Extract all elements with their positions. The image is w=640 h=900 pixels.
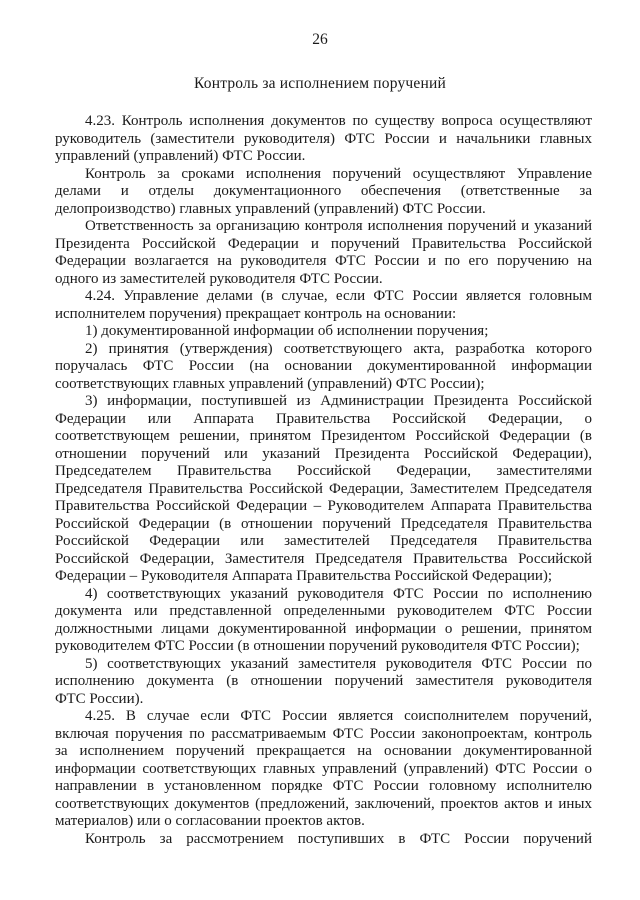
text-line: направлении в установленном порядке ФТС России головному исполнителю: [55, 778, 592, 794]
paragraph: [55, 341, 592, 394]
text-line: 4.23. Контроль исполнения документов по существу вопроса осуществляют: [85, 113, 592, 129]
text-line: Правительства Российской Федерации – Руководителем Аппарата Правительства: [55, 498, 592, 514]
text-line: информации соответствующих главных управлений (управлений) ФТС России о: [55, 760, 592, 777]
text-line: 4) соответствующих указаний руководителя ФТС России по исполнению: [85, 585, 592, 602]
text-line: Российской Федерации (в отношении поручений Председателя Правительства: [55, 515, 592, 532]
paragraph: [55, 113, 592, 166]
text-line: 1) документированной информации об исполнении поручения;: [85, 323, 489, 339]
text-line: Федерации возлагается на руководителя ФТС России и по его поручению на: [55, 253, 592, 269]
text-line: Российской Федерации или заместителей Председателя Правительства: [55, 533, 592, 549]
paragraph: [55, 831, 592, 849]
text-line: включая поручения по рассматриваемым ФТС России законопроектам, контроль: [55, 725, 592, 742]
page-number: 26: [312, 31, 328, 48]
text-line: Президента Российской Федерации и поручений Правительства Российской: [55, 235, 592, 252]
paragraph: [55, 586, 592, 656]
text-line: делопроизводство) главных управлений (управлений) ФТС России.: [55, 200, 486, 217]
document-body: [55, 113, 592, 848]
text-line: ФТС России).: [55, 690, 144, 707]
text-line: Контроль за сроками исполнения поручений осуществляют Управление: [85, 165, 592, 182]
text-line: соответствующих главных управлений (управлений) ФТС России);: [55, 375, 485, 392]
paragraph: [55, 393, 592, 586]
text-line: руководителем ФТС России (в отношении поручений руководителя ФТС России);: [55, 638, 580, 654]
text-line: Председателя Правительства Российской Федерации, Заместителем Председателя: [55, 480, 592, 497]
text-line: отношении поручений или указаний Президента Российской Федерации),: [55, 445, 592, 462]
text-line: 3) информации, поступившей из Администрации Президента Российской: [85, 393, 592, 409]
text-line: 5) соответствующих указаний заместителя руководителя ФТС России по: [85, 655, 592, 672]
text-line: за исполнением поручений прекращается на основании документированной: [55, 743, 592, 759]
section-heading: Контроль за исполнением поручений: [193, 75, 446, 92]
text-line: исполнению документа (в отношении поручений заместителя руководителя: [55, 673, 592, 689]
text-line: материалов) или о согласовании проектов актов.: [55, 813, 365, 829]
text-line: 2) принятия (утверждения) соответствующего акта, разработка которого: [85, 340, 592, 357]
paragraph: [55, 288, 592, 323]
paragraph: [55, 323, 592, 341]
text-line: делами и отделы документационного обеспечения (ответственные за: [55, 183, 592, 199]
paragraph: [55, 218, 592, 288]
text-line: документа или представленной определенными руководителем ФТС России: [55, 603, 592, 619]
paragraph: [55, 708, 592, 831]
text-line: соответствующих документов (предложений, заключений, проектов актов и иных: [55, 795, 592, 812]
text-line: 4.24. Управление делами (в случае, если ФТС России является головным: [85, 288, 592, 304]
paragraph: [55, 656, 592, 709]
text-line: управлений (управлений) ФТС России.: [55, 148, 306, 164]
text-line: исполнителем поручения) прекращает контроль на основании:: [55, 305, 457, 322]
text-line: соответствующем решении, принятом Президентом Российской Федерации (в: [55, 428, 592, 444]
text-line: поручалась ФТС России (на основании документированной информации: [55, 358, 592, 374]
text-line: одного из заместителей руководителя ФТС России.: [55, 270, 383, 287]
text-line: Федерации или Аппарата Правительства Российской Федерации, о: [55, 410, 592, 427]
text-line: должностными лицами документированной информации о решении, принятом: [55, 620, 592, 637]
text-line: Председателем Правительства Российской Федерации, заместителями: [55, 463, 592, 479]
paragraph: [55, 166, 592, 219]
text-line: Российской Федерации, Заместителя Председателя Правительства Российской: [55, 550, 592, 567]
text-line: 4.25. В случае если ФТС России является соисполнителем поручений,: [85, 708, 592, 724]
text-line: Ответственность за организацию контроля исполнения поручений и указаний: [85, 218, 592, 234]
text-line: Федерации – Руководителя Аппарата Правительства Российской Федерации);: [55, 568, 553, 584]
text-line: руководитель (заместители руководителя) ФТС России и начальники главных: [55, 130, 592, 147]
text-line: Контроль за рассмотрением поступивших в ФТС России поручений: [85, 830, 592, 847]
